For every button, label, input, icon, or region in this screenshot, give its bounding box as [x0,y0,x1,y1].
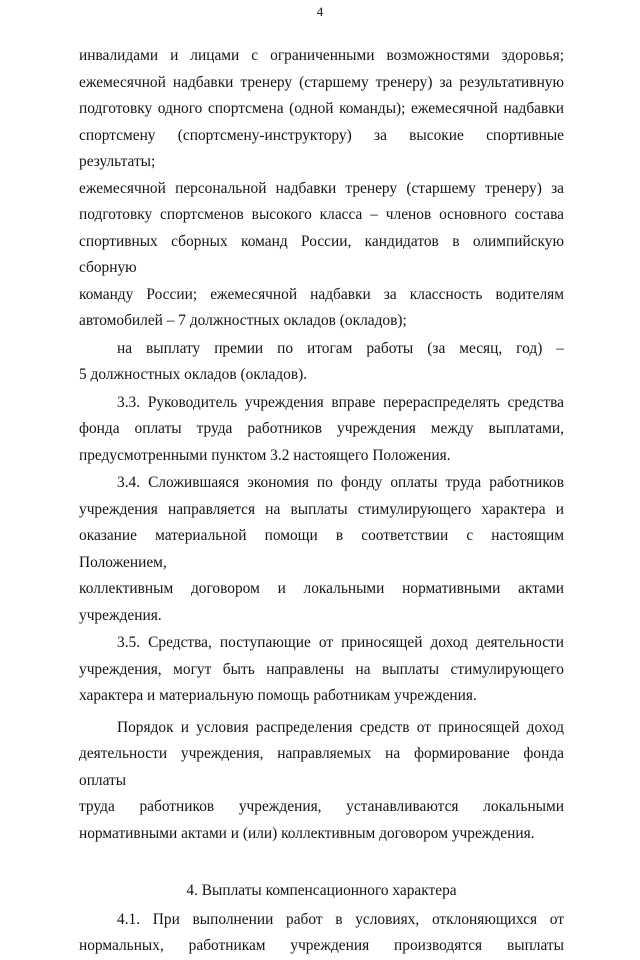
text-line: труда работников учреждения, устанавливаются локальными [79,798,564,815]
text-line: подготовку спортсменов высокого класса – членов основного состава [79,206,564,223]
text-line: ежемесячной надбавки тренеру (старшему тренеру) за результативную [79,73,564,91]
text-line: нормальных, работникам учреждения производятся выплаты [79,937,564,954]
paragraph-3-5 [79,630,564,710]
paragraph-procedure [79,715,564,848]
text-line: предусмотренными пунктом 3.2 настоящего Положения. [79,446,451,464]
text-line: нормативными актами и (или) коллективным договором учреждения. [79,824,535,842]
text-line: 3.5. Средства, поступающие от приносящей доход деятельности [117,634,564,651]
text-line: фонда оплаты труда работников учреждения между выплатами, [79,420,564,437]
text-line: характера и материальную помощь работникам учреждения. [79,687,477,704]
text-line: 5 должностных окладов (окладов). [79,366,308,383]
text-line: коллективным договором и локальными нормативными актами [79,580,564,597]
page-number: 4 [316,4,324,19]
text-line: инвалидами и лицами с ограниченными возможностями здоровья; [79,47,564,64]
text-line: Порядок и условия распределения средств от приносящей доход [117,718,564,736]
text-line: спортсмену (спортсмену-инструктору) за высокие спортивные результаты; [79,126,564,170]
paragraph-bonus [79,336,564,389]
paragraph-3-3 [79,390,564,470]
text-line: учреждения, могут быть направлены на выплаты стимулирующего [79,660,564,678]
paragraph-continuation [79,43,564,335]
section-heading: 4. Выплаты компенсационного характера [186,882,457,899]
paragraph-4-1 [79,907,564,960]
text-line: учреждения направляется на выплаты стимулирующего характера и [79,500,564,518]
text-line: деятельности учреждения, направляемых на формирование фонда оплаты [79,745,564,789]
text-line: 3.4. Сложившаяся экономия по фонду оплаты труда работников [117,474,564,491]
text-line: 4.1. При выполнении работ в условиях, отклоняющихся от [117,910,564,928]
text-line: на выплату премии по итогам работы (за месяц, год) – [117,339,564,357]
text-line: ежемесячной персональной надбавки тренеру (старшему тренеру) за [79,179,564,197]
text-line: команду России; ежемесячной надбавки за классность водителям [79,285,564,303]
text-line: подготовку одного спортсмена (одной команды); ежемесячной надбавки [79,100,564,117]
text-line: автомобилей – 7 должностных окладов (окладов); [79,312,407,329]
document-body [79,43,564,960]
text-line: учреждения. [79,606,162,624]
text-line: 3.3. Руководитель учреждения вправе перераспределять средства [117,393,564,411]
text-line: оказание материальной помощи в соответствии с настоящим Положением, [79,527,564,571]
paragraph-3-4 [79,470,564,629]
text-line: спортивных сборных команд России, кандидатов в олимпийскую сборную [79,232,564,276]
